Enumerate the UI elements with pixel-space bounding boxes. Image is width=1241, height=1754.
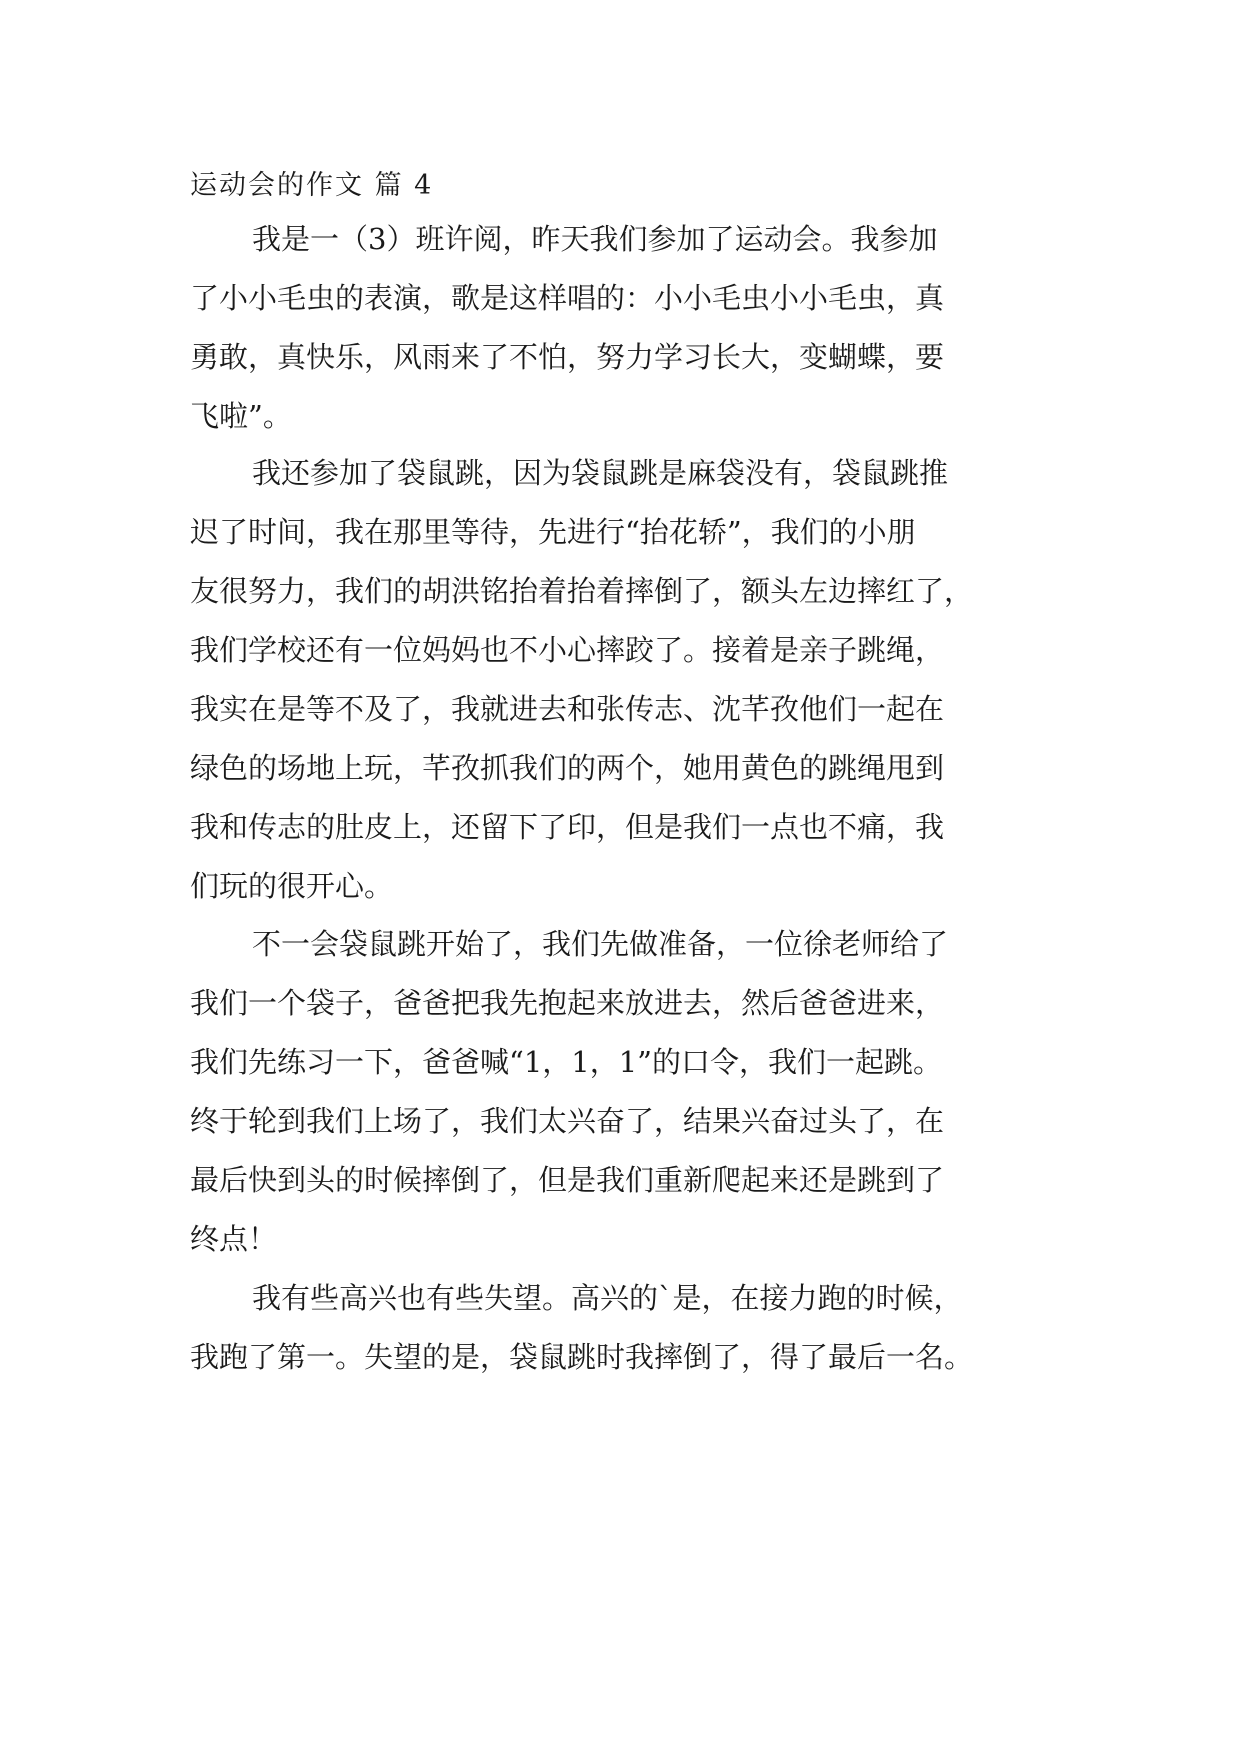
paragraph-2-line-6: 绿色的场地上玩，芊孜抓我们的两个，她用黄色的跳绳甩到: [190, 751, 945, 785]
paragraph-4-line-2: 我跑了第一。失望的是，袋鼠跳时我摔倒了，得了最后一名。: [190, 1340, 974, 1374]
paragraph-3-line-4: 终于轮到我们上场了，我们太兴奋了，结果兴奋过头了，在: [190, 1104, 945, 1138]
paragraph-2-line-2: 迟了时间，我在那里等待，先进行“抬花轿”，我们的小朋: [190, 515, 916, 549]
paragraph-1-line-4: 飞啦”。: [190, 399, 292, 433]
paragraph-2-line-5: 我实在是等不及了，我就进去和张传志、沈芊孜他们一起在: [190, 692, 945, 726]
paragraph-3-line-6: 终点！: [190, 1222, 278, 1256]
paragraph-3-line-5: 最后快到头的时候摔倒了，但是我们重新爬起来还是跳到了: [190, 1163, 945, 1197]
paragraph-3-line-1: 不一会袋鼠跳开始了，我们先做准备，一位徐老师给了: [252, 927, 949, 961]
paragraph-1-line-1: 我是一（3）班许阅，昨天我们参加了运动会。我参加: [252, 222, 938, 256]
paragraph-2-line-8: 们玩的很开心。: [190, 869, 394, 903]
paragraph-2-line-4: 我们学校还有一位妈妈也不小心摔跤了。接着是亲子跳绳，: [190, 633, 945, 667]
paragraph-2-line-3: 友很努力，我们的胡洪铭抬着抬着摔倒了，额头左边摔红了，: [190, 574, 974, 608]
paragraph-3-line-3: 我们先练习一下，爸爸喊“1，1，1”的口令，我们一起跳。: [190, 1045, 943, 1079]
paragraph-1-line-3: 勇敢，真快乐，风雨来了不怕，努力学习长大，变蝴蝶，要: [190, 340, 945, 374]
paragraph-2-line-7: 我和传志的肚皮上，还留下了印，但是我们一点也不痛，我: [190, 810, 945, 844]
paragraph-3-line-2: 我们一个袋子，爸爸把我先抱起来放进去，然后爸爸进来，: [190, 986, 945, 1020]
paragraph-1-line-2: 了小小毛虫的表演，歌是这样唱的：小小毛虫小小毛虫，真: [190, 281, 945, 315]
document-title: 运动会的作文 篇 4: [190, 170, 434, 201]
paragraph-4-line-1: 我有些高兴也有些失望。高兴的`是，在接力跑的时候，: [252, 1281, 963, 1315]
paragraph-2-line-1: 我还参加了袋鼠跳，因为袋鼠跳是麻袋没有，袋鼠跳推: [252, 456, 949, 490]
